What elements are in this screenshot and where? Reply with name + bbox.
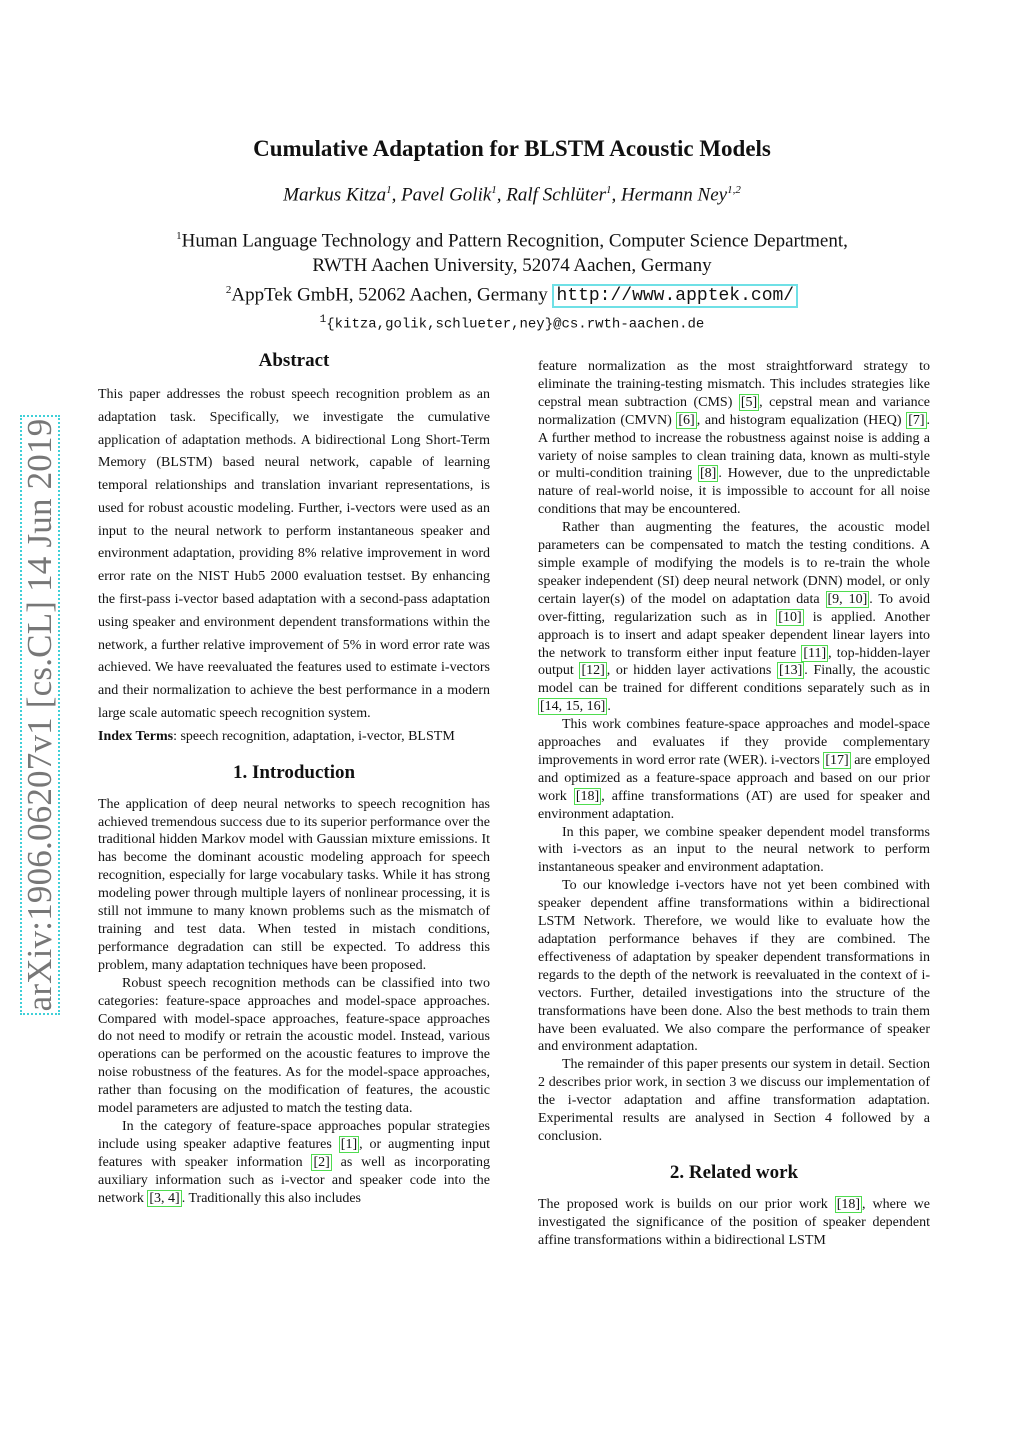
citation-link[interactable]: [14, 15, 16]	[540, 699, 606, 715]
author-sup: 1,2	[727, 184, 741, 196]
emails-sup: 1	[319, 313, 327, 326]
intro-paragraph: Robust speech recognition methods can be classified into two categories: feature-space approaches and model-space approaches. Compared with model-space approaches, feature-space approaches do not need to modify or retrain the acoustic model. Instead, various operations can be performed on the acoustic features to improve the noise robustness of the features. As for the model-space approaches, rather than focusing on the modification of features, the acoustic model parameters are adjusted to match the testing data.	[98, 975, 490, 1117]
text-run: This work combines feature-space approaches and model-space approaches and evaluates if they provide complementary improvements in word error rate (WER). i-vectors	[538, 717, 930, 768]
citation-link[interactable]: [3, 4]	[149, 1190, 180, 1206]
citation-link[interactable]: [17]	[825, 752, 849, 768]
citation-link[interactable]: [2]	[313, 1154, 330, 1170]
affiliation-1: Human Language Technology and Pattern Recognition, Computer Science Department,	[181, 230, 848, 252]
citation-link[interactable]: [18]	[836, 1196, 861, 1212]
intro-paragraph	[98, 1118, 490, 1208]
arxiv-sidebar	[12, 415, 68, 1015]
text-run: . Finally, the acoustic model can be trained for different conditions separately such as in	[538, 663, 930, 697]
left-column	[98, 352, 490, 1208]
text-run: . However, due to the unpredictable nature of real-world noise, it is impossible to account for all noise conditions that may be encountered.	[538, 466, 930, 518]
text-run: , cepstral mean and variance normalization (CMVN)	[538, 394, 930, 428]
index-terms-text: : speech recognition, adaptation, i-vector, BLSTM	[173, 728, 455, 744]
text-run: In the category of feature-space approaches popular strategies include using speaker adaptive features	[98, 1118, 490, 1152]
arxiv-identifier: arXiv:1906.06207v1 [cs.CL] 14 Jun 2019	[20, 418, 59, 1012]
abstract-section	[98, 384, 490, 726]
text-run: , top-hidden-layer output	[538, 645, 930, 679]
text-run: feature normalization as the most straightforward strategy to eliminate the training-testing mismatch. This includes strategies like cepstral mean subtraction (CMS)	[538, 359, 930, 410]
citation-link[interactable]: [12]	[581, 663, 605, 679]
citation-link[interactable]: [7]	[908, 412, 925, 428]
intro-paragraph	[538, 358, 930, 519]
affiliation-sup: 2	[225, 283, 232, 296]
introduction-heading: 1. Introduction	[232, 761, 356, 783]
affiliations	[0, 224, 1024, 308]
text-run: as well as incorporating auxiliary information such as i-vector and speaker code into the network	[98, 1154, 490, 1206]
affiliation-sup: 1	[176, 230, 182, 243]
text-run: . Traditionally this also includes	[181, 1190, 361, 1206]
citation-link[interactable]: [13]	[778, 663, 803, 679]
abstract-heading: Abstract	[258, 350, 330, 371]
apptek-link[interactable]: http://www.apptek.com/	[552, 284, 798, 308]
text-run: , where we investigated the significance of the position of speaker dependent affine transformations within a bidirectional LSTM	[538, 1196, 930, 1248]
citation-link[interactable]: [11]	[803, 645, 827, 661]
right-column	[538, 358, 930, 1250]
intro-paragraph: The remainder of this paper presents our system in detail. Section 2 describes prior work, in section 3 we discuss our implementation of the i-vector adaptation and affine transformation adaptation. Experimental results are analysed in Section 4 followed by a conclusion.	[538, 1057, 930, 1144]
intro-paragraph	[538, 519, 930, 716]
text-run: . A further method to increase the robustness against noise is adding a variety of noise samples to clean training data, known as multi-style or multi-condition training	[538, 412, 931, 482]
text-run: , or hidden layer activations	[606, 663, 777, 679]
citation-link[interactable]: [8]	[700, 466, 717, 482]
citation-link[interactable]: [6]	[678, 412, 695, 428]
author-name: Markus Kitza	[283, 184, 387, 206]
citation-link[interactable]: [5]	[740, 394, 758, 410]
affiliation-2: AppTek GmbH, 52062 Aachen, Germany	[231, 283, 548, 305]
text-run: Rather than augmenting the features, the acoustic model parameters can be compensated to match the testing conditions. A simple example of modifying the models is to re-train the whole speaker independent (SI) deep neural network (DNN) model, or only certain layer(s) of the model on adaptation data	[538, 520, 930, 607]
intro-paragraph: In this paper, we combine speaker dependent model transforms with i-vectors as an input to the neural network to perform instantaneous speaker and environment adaptation.	[538, 824, 930, 876]
index-terms-label: Index Terms	[98, 728, 174, 744]
author-sup: 1	[606, 184, 612, 196]
text-run: .	[607, 699, 611, 715]
abstract-text: This paper addresses the robust speech recognition problem as an adaptation task. Specifically, we investigate the cumulative application of adaptation methods. A bidirectional Long Short-Term Memory (BLSTM) based neural network, capable of learning temporal relationships and translation invariant representations, is used for robust acoustic modeling. Further, i-vectors were used as an input to the neural network to perform instantaneous speaker and environment adaptation, providing 8% relative improvement in word error rate on the NIST Hub5 2000 evaluation testset. By enhancing the first-pass i-vector based adaptation with a second-pass adaptation using speaker and environment dependent transformations within the network, a further relative improvement of 5% in word error rate was achieved. We have reevaluated the features used to estimate i-vectors and their normalization to achieve the best performance in a modern large scale automatic speech recognition system.	[98, 386, 490, 722]
paper-header	[0, 136, 1024, 333]
affiliation-1-line2: RWTH Aachen University, 52074 Aachen, Germany	[312, 254, 712, 276]
citation-link[interactable]: [9, 10]	[827, 591, 868, 607]
text-run: , affine transformations (AT) are used for speaker and environment adaptation.	[538, 788, 931, 822]
text-run: The proposed work is builds on our prior work	[538, 1196, 835, 1212]
author-sup: 1	[386, 184, 392, 196]
text-run: are employed and optimized as a feature-space approach and based on our prior work	[538, 752, 930, 804]
related-paragraph	[538, 1196, 930, 1250]
text-run: . To avoid over-fitting, regularization such as in	[538, 591, 930, 625]
paper-title: Cumulative Adaptation for BLSTM Acoustic Models	[253, 136, 771, 161]
author-list: Markus Kitza$^1$, Pavel Golik$^1$, Ralf Schlüter$^1$, Hermann Ney$^{1,2}$	[283, 184, 741, 206]
author-emails	[0, 314, 1024, 333]
text-run: , and histogram equalization (HEQ)	[696, 412, 907, 428]
citation-link[interactable]: [18]	[575, 788, 600, 804]
related-work-heading: 2. Related work	[669, 1161, 799, 1183]
index-terms	[98, 728, 490, 746]
author-name: Pavel Golik	[401, 184, 492, 206]
author-name: Ralf Schlüter	[506, 184, 607, 206]
emails-text: {kitza,golik,schlueter,ney}@cs.rwth-aachen.de	[326, 316, 705, 333]
text-run: is applied. Another approach is to insert and adapt speaker dependent linear layers into the network to transform either input feature	[538, 609, 930, 661]
intro-paragraph	[538, 716, 930, 823]
author-name: Hermann Ney	[621, 184, 728, 206]
citation-link[interactable]: [1]	[340, 1136, 358, 1152]
citation-link[interactable]: [10]	[778, 609, 802, 625]
text-run: , or augmenting input features with speaker information	[98, 1136, 490, 1170]
author-sup: 1	[491, 184, 497, 196]
intro-paragraph: The application of deep neural networks to speech recognition has achieved tremendous success due to its superior performance over the traditional hidden Markov model with Gaussian mixture emissions. It has become the dominant acoustic modeling approach for speech recognition, especially for large vocabulary tasks. While it has strong modeling power through multiple layers of nonlinear processing, it is still not immune to many known problems such as the mismatch of training and test data. When tested in mistach conditions, performance degradation can still be expected. To address this problem, many adaptation techniques have been proposed.	[98, 796, 490, 973]
intro-paragraph: To our knowledge i-vectors have not yet been combined with speaker dependent affine transformations within a bidirectional LSTM Network. Therefore, we would like to evaluate how the adaptation performance behaves if they are combined. The effectiveness of adaptation by speaker dependent transformations in regards to the depth of the network is reevaluated in the context of i-vectors. Further, detailed investigations into the structure of the transformations have been done. Also the best methods to train them have been evaluated. We also compare the performance of speaker and environment adaptation.	[538, 878, 930, 1055]
